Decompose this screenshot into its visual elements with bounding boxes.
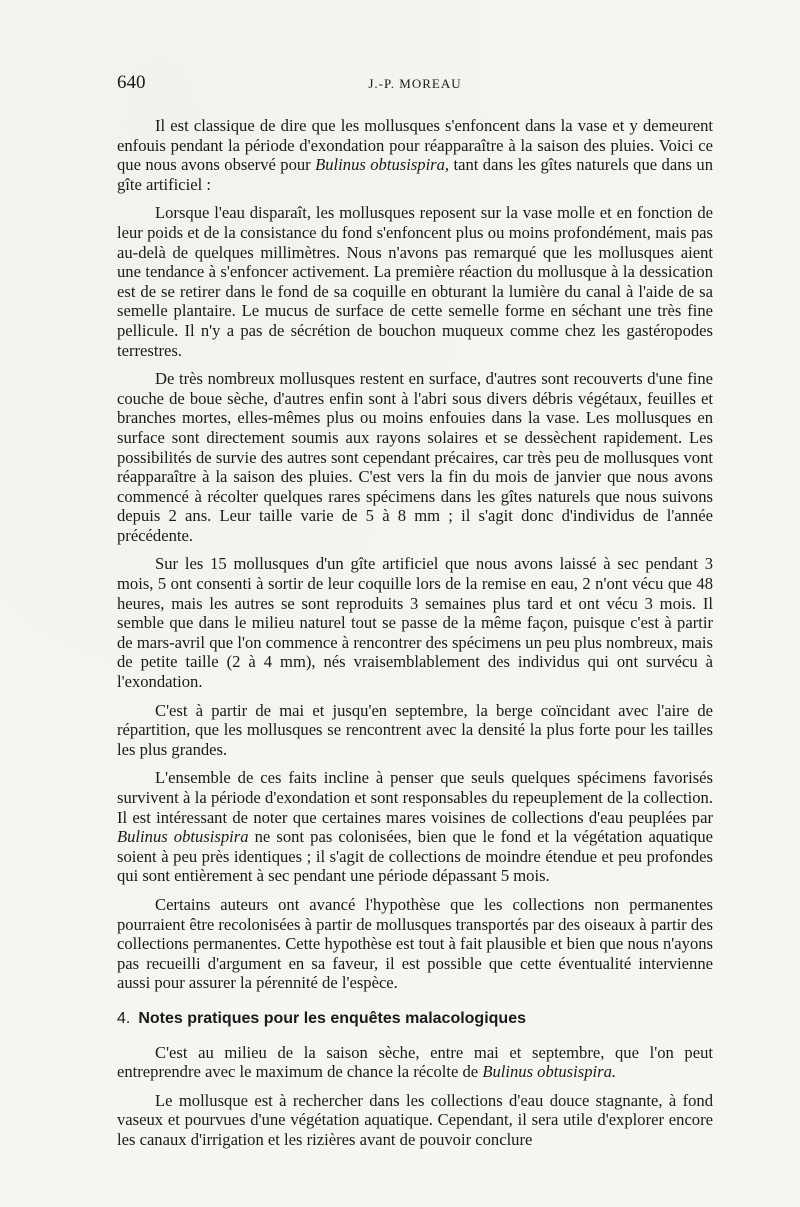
body-text bbox=[117, 116, 713, 1159]
paragraph-9: Le mollusque est à rechercher dans les collections d'eau douce stagnante, à fond vaseux et pourvues d'une végétation aquatique. Cependant, il sera utile d'explorer encore les canaux d'irrigation et les rizières avant de pouvoir conclure bbox=[117, 1090, 713, 1149]
paragraph-5: C'est à partir de mai et jusqu'en septembre, la berge coïncidant avec l'aire de répartition, que les mollusques se rencontrent avec la densité la plus forte pour les tailles les plus grandes. bbox=[117, 700, 713, 759]
species-name: Bulinus obtusispira, bbox=[315, 155, 450, 175]
running-head: J.-P. MOREAU bbox=[368, 76, 462, 91]
page-number: 640 bbox=[117, 72, 146, 93]
paragraph-3: De très nombreux mollusques restent en surface, d'autres sont recouverts d'une fine couche de boue sèche, d'autres enfin sont à l'abri sous divers débris végétaux, feuilles et branches mortes, elles-mêmes plus ou moins enfouies dans la vase. Les mollusques en surface sont directement soumis aux rayons solaires et se dessèchent rapidement. Les possibilités de survie des autres sont cependant précaires, car très peu de mollusques vont réapparaître à la saison des pluies. C'est vers la fin du mois de janvier que nous avons commencé à récolter quelques rares spécimens dans les gîtes naturels que nous suivons depuis 2 ans. Leur taille varie de 5 à 8 mm ; il s'agit donc d'individus de l'année précédente. bbox=[117, 369, 713, 545]
species-name: Bulinus obtusispira bbox=[117, 827, 249, 847]
paragraph-text: Il est classique de dire que les mollusques s'enfoncent dans la vase et y demeurent enfouis pendant la période d'exondation pour réapparaître à la saison des pluies. Voici ce que nous avons observé pour bbox=[117, 116, 713, 175]
paragraph-4: Sur les 15 mollusques d'un gîte artificiel que nous avons laissé à sec pendant 3 mois, 5 ont consenti à sortir de leur coquille lors de la remise en eau, 2 n'ont vécu que 48 heures, mais les autres se sont reproduits 3 semaines plus tard et ont vécu 3 mois. Il semble que dans le milieu naturel tout se passe de la même façon, puisque c'est à partir de mars-avril que l'on commence à rencontrer des spécimens un peu plus nombreux, mais de petite taille (2 à 4 mm), nés vraisemblablement des individus qui ont survécu à l'exondation. bbox=[117, 554, 713, 692]
section-title: Notes pratiques pour les enquêtes malacologiques bbox=[138, 1009, 526, 1027]
section-heading bbox=[117, 1009, 713, 1029]
paragraph-7: Certains auteurs ont avancé l'hypothèse que les collections non permanentes pourraient être recolonisées à partir de mollusques transportés par des oiseaux à partir des collections permanentes. Cette hypothèse est tout à fait plausible et bien que nous n'ayons pas recueilli d'argument en sa faveur, il est possible que cette éventualité intervienne aussi pour assurer la pérennité de l'espèce. bbox=[117, 894, 713, 993]
paragraph-text: L'ensemble de ces faits incline à penser que seuls quelques spécimens favorisés survivent à la période d'exondation et sont responsables du repeuplement de la collection. Il est intéressant de noter que certaines mares voisines de collections d'eau peuplées par bbox=[117, 768, 713, 827]
species-name: Bulinus obtusispira. bbox=[482, 1062, 617, 1082]
paragraph-1 bbox=[117, 116, 713, 194]
page-header bbox=[117, 72, 713, 102]
paragraph-2: Lorsque l'eau disparaît, les mollusques reposent sur la vase molle et en fonction de leur poids et de la consistance du fond s'enfoncent plus ou moins profondément, mais pas au-delà de quelques millimètres. Nous n'avons pas remarqué que les mollusques aient une tendance à s'enfoncer activement. La première réaction du mollusque à la dessication est de se retirer dans le fond de sa coquille en obturant la lumière du canal à l'aide de sa semelle plantaire. Le mucus de surface de cette semelle forme en séchant une très fine pellicule. Il n'y a pas de sécrétion de bouchon muqueux comme chez les gastéropodes terrestres. bbox=[117, 203, 713, 360]
paragraph-text: ne sont pas colonisées, bien que le fond et la végétation aquatique soient à peu près identiques ; il s'agit de collections de moindre étendue et peu profondes qui sont entièrement à sec pendant une période dépassant 5 mois. bbox=[117, 827, 714, 886]
paragraph-text: tant dans les gîtes naturels que dans un gîte artificiel : bbox=[117, 155, 713, 194]
paragraph-text: C'est au milieu de la saison sèche, entre mai et septembre, que l'on peut entreprendre avec le maximum de chance la récolte de bbox=[117, 1042, 713, 1082]
paragraph-8 bbox=[117, 1043, 713, 1082]
paragraph-6 bbox=[117, 768, 713, 886]
section-number: 4. bbox=[117, 1009, 131, 1027]
